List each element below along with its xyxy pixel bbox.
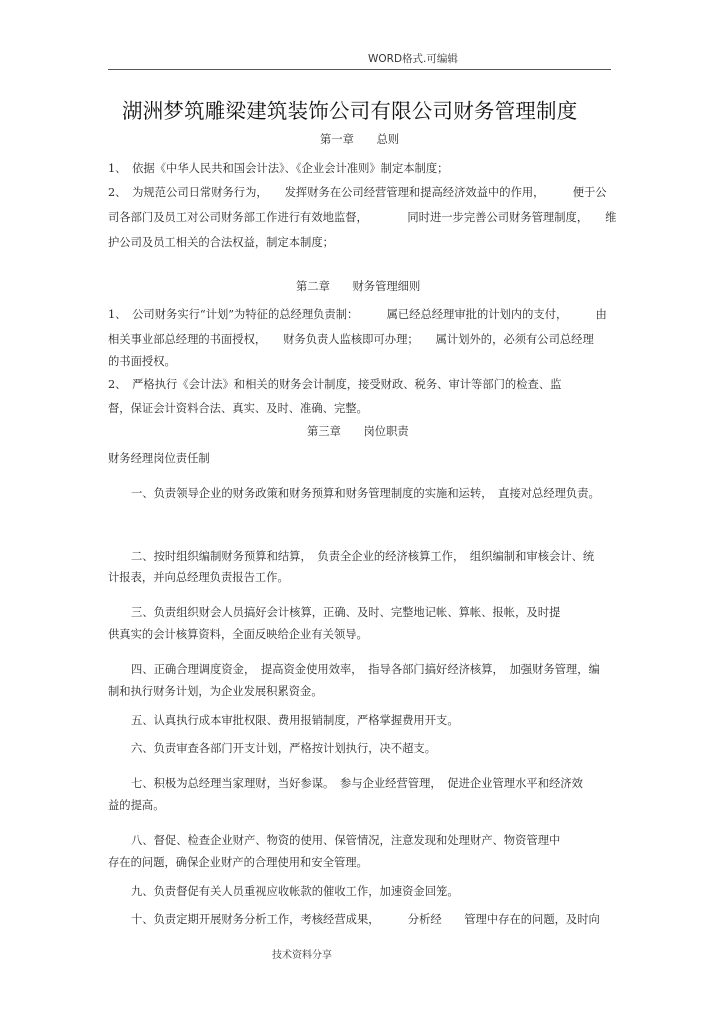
duty-item-2-line-1: 二、按时组织编制财务预算和结算， 负责全企业的经济核算工作， 组织编制和审核会计、统 bbox=[131, 550, 595, 563]
chapter-1-line-1: 1、 依据《中华人民共和国会计法》、《企业会计准则》制定本制度； bbox=[108, 162, 449, 175]
duty-item-8-line-2: 存在的问题，确保企业财产的合理使用和安全管理。 bbox=[108, 856, 368, 869]
chapter-3-heading: 第三章 岗位职责 bbox=[307, 425, 409, 438]
duty-item-4-line-2: 制和执行财务计划，为企业发展积累资金。 bbox=[108, 685, 323, 698]
chapter-2-line-1: 1、 公司财务实行“计划”为特征的总经理负责制： 属已经总经理审批的计划内的支付， 由 bbox=[108, 308, 607, 321]
page-footer-text: 技术资料分享 bbox=[272, 950, 332, 961]
chapter-2-heading: 第二章 财务管理细则 bbox=[296, 280, 421, 293]
duty-item-3-line-1: 三、负责组织财会人员搞好会计核算，正确、及时、完整地记帐、算帐、报帐，及时提 bbox=[131, 606, 561, 619]
document-title: 湖洲梦筑雕梁建筑装饰公司有限公司财务管理制度 bbox=[122, 99, 578, 123]
page-header-text: WORD格式.可编辑 bbox=[368, 53, 458, 65]
duty-item-5: 五、认真执行成本审批权限、费用报销制度，严格掌握费用开支。 bbox=[131, 714, 459, 727]
chapter-1-heading: 第一章 总则 bbox=[320, 133, 400, 146]
chapter-2-line-2: 相关事业部总经理的书面授权， 财务负责人监核即可办理； 属计划外的，必须有公司总经理 bbox=[108, 333, 594, 346]
duty-item-1: 一、负责领导企业的财务政策和财务预算和财务管理制度的实施和运转， 直接对总经理负责。 bbox=[131, 487, 600, 500]
duty-item-9: 九、负责督促有关人员重视应收帐款的催收工作，加速资金回笼。 bbox=[131, 885, 459, 898]
chapter-2-line-5: 督，保证会计资料合法、真实、及时、准确、完整。 bbox=[108, 402, 368, 415]
chapter-1-line-3: 司各部门及员工对公司财务部工作进行有效地监督， 同时进一步完善公司财务管理制度， 维 bbox=[108, 211, 617, 224]
duty-item-8-line-1: 八、督促、检查企业财产、物资的使用、保管情况，注意发现和处理财产、物资管理中 bbox=[131, 834, 561, 847]
duty-item-10: 十、负责定期开展财务分析工作，考核经营成果， 分析经 管理中存在的问题，及时向 bbox=[131, 913, 600, 926]
chapter-1-line-4: 护公司及员工相关的合法权益，制定本制度； bbox=[108, 236, 334, 249]
chapter-1-line-2: 2、 为规范公司日常财务行为， 发挥财务在公司经营管理和提高经济效益中的作用， 便于公 bbox=[108, 186, 607, 199]
duty-item-6: 六、负责审查各部门开支计划，严格按计划执行，决不超支。 bbox=[131, 742, 437, 755]
duty-item-2-line-2: 计报表，并向总经理负责报告工作。 bbox=[108, 571, 289, 584]
chapter-2-line-3: 的书面授权。 bbox=[108, 355, 176, 368]
duty-item-3-line-2: 供真实的会计核算资料，全面反映给企业有关领导。 bbox=[108, 628, 368, 641]
header-rule bbox=[108, 69, 611, 70]
chapter-3-subheading: 财务经理岗位责任制 bbox=[108, 452, 210, 465]
chapter-2-line-4: 2、 严格执行《会计法》和相关的财务会计制度，接受财政、税务、审计等部门的检查、监 bbox=[108, 378, 562, 391]
duty-item-4-line-1: 四、正确合理调度资金， 提高资金使用效率， 指导各部门搞好经济核算， 加强财务管理，编 bbox=[131, 663, 600, 676]
duty-item-7-line-1: 七、积极为总经理当家理财，当好参谋。 参与企业经营管理， 促进企业管理水平和经济效 bbox=[131, 777, 583, 790]
duty-item-7-line-2: 益的提高。 bbox=[108, 799, 165, 812]
